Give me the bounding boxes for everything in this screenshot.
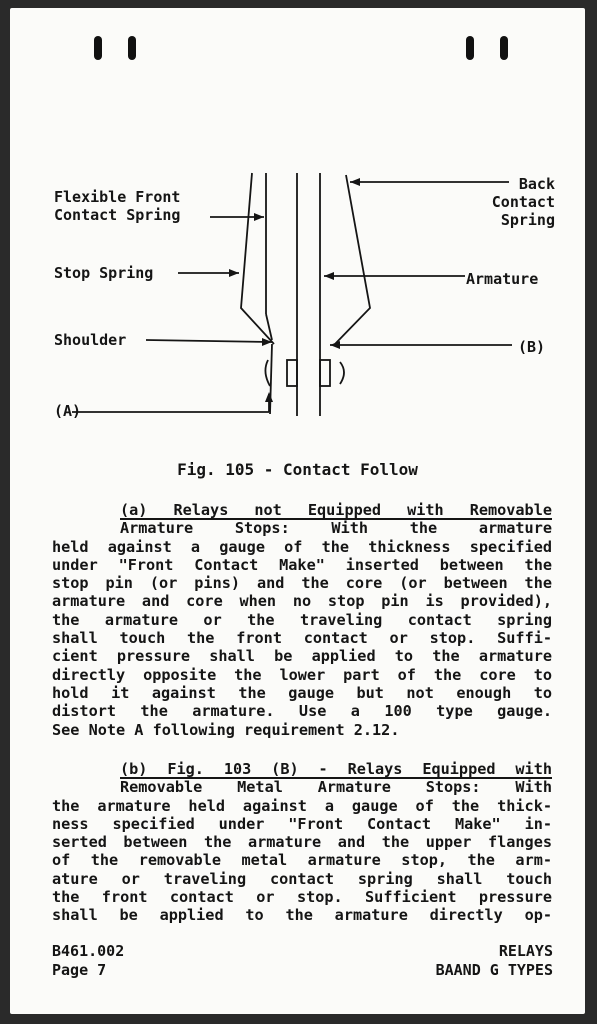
text-line: Armature Stops: With the armature (120, 519, 552, 538)
paragraph-a (52, 501, 552, 739)
text-line: shall touch the front contact or stop. Suffi- (52, 629, 552, 648)
text-line: (a) Relays not Equipped with Removable (120, 501, 552, 519)
footer-left (52, 942, 124, 980)
text-line: directly opposite the lower part of the core to (52, 665, 552, 684)
text-line: of the removable metal armature stop, the arm- (52, 851, 552, 870)
footer-right (436, 942, 553, 980)
text-line: cient pressure shall be applied to the armature (52, 647, 552, 666)
page-number: Page 7 (52, 961, 107, 979)
text-line: the armature or the traveling contact spring (52, 610, 552, 629)
label-back-contact-line3: Spring (500, 211, 555, 229)
text-line: the front contact or stop. Sufficient pressure (52, 888, 552, 907)
text-line: held against a gauge of the thickness specified (52, 537, 552, 556)
label-stop-spring: Stop Spring (54, 264, 154, 282)
footer-title: RELAYS (498, 942, 553, 960)
label-shoulder: Shoulder (54, 331, 127, 349)
label-flexible-front-line2: Contact Spring (54, 206, 181, 224)
label-b: (B) (518, 338, 546, 356)
text-line: Removable Metal Armature Stops: With (120, 778, 552, 797)
text-line: shall be applied to the armature directly op- (52, 906, 552, 925)
text-line: stop pin (or pins) and the core (or between the (52, 574, 552, 593)
text-line: ness specified under "Front Contact Make" in- (52, 814, 552, 833)
document-page (10, 8, 585, 1014)
figure-caption: Fig. 105 - Contact Follow (177, 460, 418, 479)
text-line: See Note A following requirement 2.12. (52, 720, 400, 739)
footer-subtitle: BAAND G TYPES (435, 961, 553, 979)
document-code: B461.002 (52, 942, 125, 960)
label-back-contact-line2: Contact (491, 193, 555, 211)
text-line: serted between the armature and the upper flanges (52, 833, 552, 852)
text-line: under "Front Contact Make" inserted between the (52, 555, 552, 574)
text-line: hold it against the gauge but not enough to (52, 683, 552, 702)
label-back-contact-line1: Back (518, 175, 555, 193)
text-line: armature and core when no stop pin is provided), (52, 592, 552, 611)
text-line: ature or traveling contact spring shall touch (52, 869, 552, 888)
text-line: distort the armature. Use a 100 type gauge. (52, 702, 552, 721)
paragraph-b (52, 760, 552, 925)
label-flexible-front-line1: Flexible Front (54, 188, 181, 206)
label-a: (A) (54, 402, 82, 420)
text-line: the armature held against a gauge of the thick- (52, 796, 552, 815)
text-line: (b) Fig. 103 (B) - Relays Equipped with (120, 760, 552, 778)
label-armature: Armature (466, 270, 539, 288)
